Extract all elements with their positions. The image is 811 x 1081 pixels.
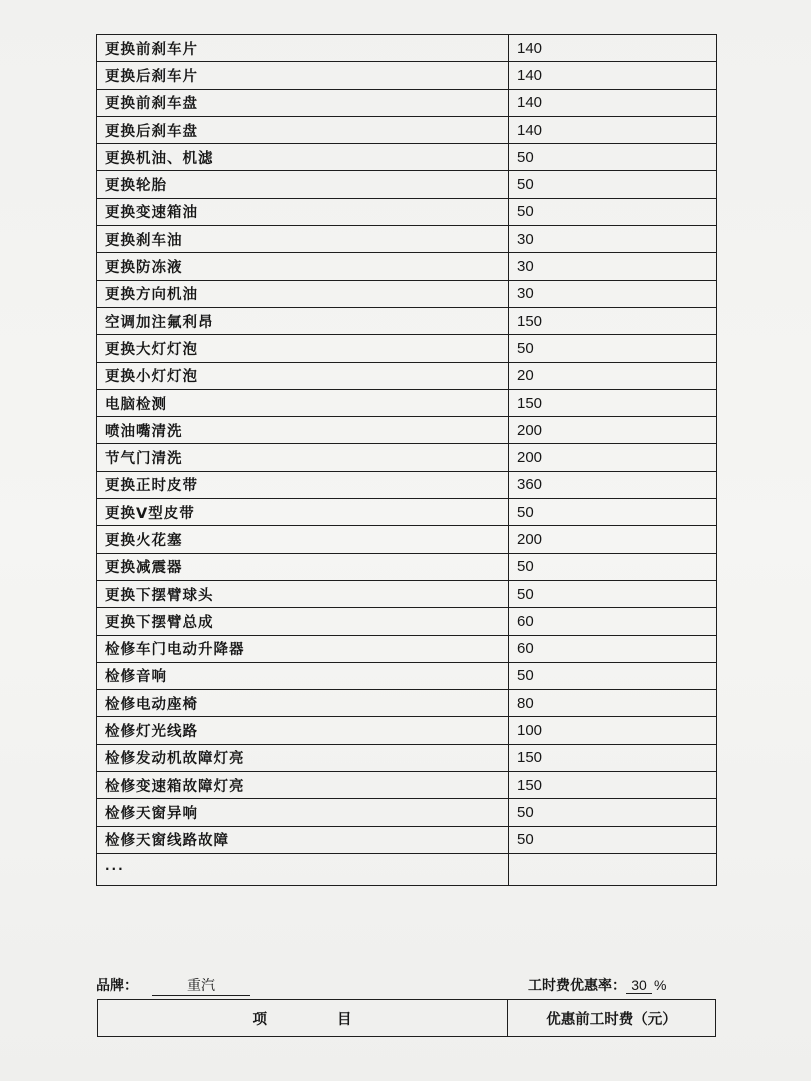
- item-name-cell: 更换刹车油: [97, 226, 509, 253]
- labor-fee-cell: 150: [509, 307, 717, 334]
- table-row: [97, 389, 717, 416]
- table-row: [97, 499, 717, 526]
- item-name-cell: 更换前刹车盘: [97, 89, 509, 116]
- item-name-cell: 更换下摆臂总成: [97, 608, 509, 635]
- labor-fee-cell: 50: [509, 335, 717, 362]
- labor-fee-cell: 150: [509, 744, 717, 771]
- item-name-cell: 检修天窗线路故障: [97, 826, 509, 853]
- table-row: [97, 526, 717, 553]
- labor-fee-cell: 30: [509, 280, 717, 307]
- table-row: [97, 335, 717, 362]
- item-name-cell: 更换V型皮带: [97, 499, 509, 526]
- labor-fee-cell: 140: [509, 35, 717, 62]
- table-row: [97, 62, 717, 89]
- table-row: [97, 553, 717, 580]
- table-row: [97, 144, 717, 171]
- table-row: [97, 717, 717, 744]
- item-name-cell: 更换方向机油: [97, 280, 509, 307]
- header-row: [98, 1000, 716, 1037]
- labor-fee-cell: 50: [509, 553, 717, 580]
- labor-fee-cell: 140: [509, 89, 717, 116]
- item-name-cell: 更换下摆臂球头: [97, 580, 509, 607]
- table-row: [97, 799, 717, 826]
- labor-fee-cell: 150: [509, 772, 717, 799]
- labor-fee-cell: 50: [509, 499, 717, 526]
- table-row: [97, 280, 717, 307]
- labor-fee-cell: 50: [509, 799, 717, 826]
- table-row: [97, 253, 717, 280]
- labor-fee-cell: 50: [509, 662, 717, 689]
- labor-fee-cell: 50: [509, 171, 717, 198]
- labor-fee-cell: 200: [509, 526, 717, 553]
- table-row: [97, 608, 717, 635]
- item-name-cell: 电脑检测: [97, 389, 509, 416]
- item-name-cell: 检修灯光线路: [97, 717, 509, 744]
- labor-fee-cell: 30: [509, 253, 717, 280]
- discount-rate-label: 工时费优惠率：: [528, 978, 626, 994]
- table-row: [97, 826, 717, 853]
- item-name-cell: 更换大灯灯泡: [97, 335, 509, 362]
- item-name-cell: 空调加注氟利昂: [97, 307, 509, 334]
- item-name-cell: 检修天窗异响: [97, 799, 509, 826]
- item-name-cell: 更换机油、机滤: [97, 144, 509, 171]
- discount-rate-unit: %: [654, 977, 667, 993]
- labor-fee-cell: 20: [509, 362, 717, 389]
- header-fee: 优惠前工时费（元）: [508, 1000, 716, 1037]
- item-name-cell: 更换减震器: [97, 553, 509, 580]
- table-row: [97, 171, 717, 198]
- table-row: [97, 198, 717, 225]
- table-row: [97, 35, 717, 62]
- item-name-cell: 检修车门电动升降器: [97, 635, 509, 662]
- labor-fee-cell: 50: [509, 198, 717, 225]
- labor-fee-cell: 140: [509, 62, 717, 89]
- item-name-cell: 更换变速箱油: [97, 198, 509, 225]
- table-row: [97, 744, 717, 771]
- item-name-cell: 更换小灯灯泡: [97, 362, 509, 389]
- labor-fee-cell: 80: [509, 690, 717, 717]
- item-name-cell: 更换正时皮带: [97, 471, 509, 498]
- brand-line: [96, 975, 250, 996]
- item-name-cell: 检修电动座椅: [97, 690, 509, 717]
- labor-fee-cell: 60: [509, 635, 717, 662]
- labor-fee-table: [96, 34, 717, 886]
- brand-label: 品牌：: [96, 978, 138, 994]
- labor-fee-cell: 50: [509, 826, 717, 853]
- item-name-cell: 喷油嘴清洗: [97, 417, 509, 444]
- item-name-cell: 更换后刹车盘: [97, 116, 509, 143]
- item-name-cell: 更换前刹车片: [97, 35, 509, 62]
- labor-fee-cell: 360: [509, 471, 717, 498]
- table-row: [97, 116, 717, 143]
- labor-fee-cell: 200: [509, 444, 717, 471]
- labor-fee-cell: 60: [509, 608, 717, 635]
- empty-fee-cell: [509, 853, 717, 885]
- item-name-cell: 更换防冻液: [97, 253, 509, 280]
- table-row: [97, 444, 717, 471]
- item-name-cell: 更换火花塞: [97, 526, 509, 553]
- labor-fee-cell: 30: [509, 226, 717, 253]
- table-row: [97, 772, 717, 799]
- item-name-cell: 检修音响: [97, 662, 509, 689]
- header-item: 项目: [98, 1000, 508, 1037]
- table-row: [97, 635, 717, 662]
- item-name-cell: 更换后刹车片: [97, 62, 509, 89]
- labor-fee-cell: 140: [509, 116, 717, 143]
- ellipsis-row: [97, 853, 717, 885]
- labor-fee-table-body: [97, 35, 717, 886]
- table-row: [97, 580, 717, 607]
- table-row: [97, 690, 717, 717]
- table-row: [97, 362, 717, 389]
- table-row: [97, 89, 717, 116]
- brand-value: 重汽: [152, 975, 250, 996]
- table-row: [97, 307, 717, 334]
- labor-fee-cell: 50: [509, 144, 717, 171]
- labor-fee-cell: 100: [509, 717, 717, 744]
- item-name-cell: 更换轮胎: [97, 171, 509, 198]
- discount-rate-value: 30: [626, 977, 652, 994]
- labor-fee-cell: 50: [509, 580, 717, 607]
- table-row: [97, 226, 717, 253]
- table-row: [97, 662, 717, 689]
- labor-fee-cell: 200: [509, 417, 717, 444]
- discount-rate-line: [528, 975, 666, 995]
- item-name-cell: 检修发动机故障灯亮: [97, 744, 509, 771]
- item-name-cell: 检修变速箱故障灯亮: [97, 772, 509, 799]
- table-row: [97, 471, 717, 498]
- item-name-cell: 节气门清洗: [97, 444, 509, 471]
- labor-fee-cell: 150: [509, 389, 717, 416]
- table-row: [97, 417, 717, 444]
- ellipsis-cell: ...: [97, 853, 509, 885]
- header-table: [97, 999, 716, 1037]
